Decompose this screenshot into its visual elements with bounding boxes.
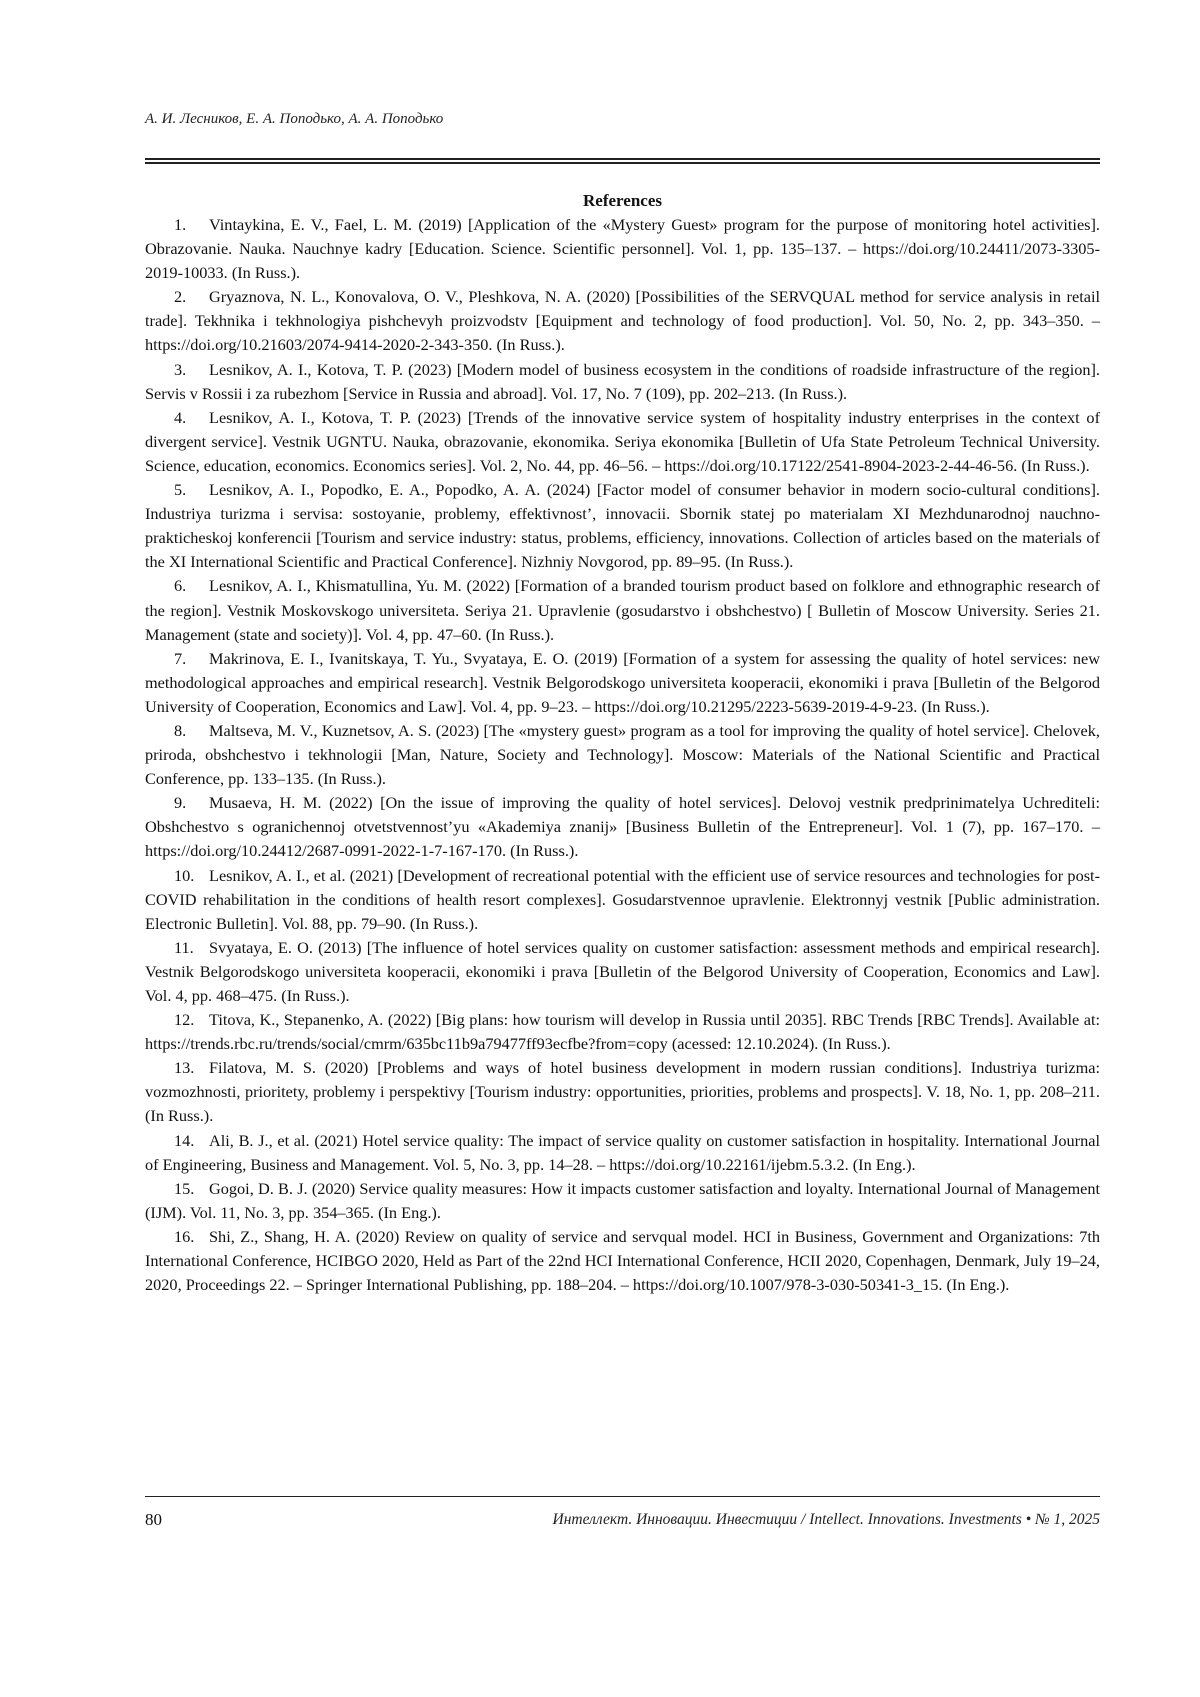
reference-item xyxy=(145,213,1100,285)
reference-text: Gogoi, D. B. J. (2020) Service quality measures: How it impacts customer satisfaction and loyalty. International Journal of Management (IJM). Vol. 11, No. 3, pp. 354–365. (In Eng.). xyxy=(145,1178,1100,1222)
reference-text: Titova, K., Stepanenko, A. (2022) [Big plans: how tourism will develop in Russia until 2035]. RBC Trends [RBC Trends]. Available at: https://trends.rbc.ru/trends/social/cmrm/635bc11b9a79477ff93ecfbe?from=copy (acessed: 12.10.2024). (In Russ.). xyxy=(145,1010,1100,1054)
reference-item xyxy=(145,406,1100,478)
reference-text: Lesnikov, A. I., Khismatullina, Yu. M. (2022) [Formation of a branded tourism product based on folklore and ethnographic research of the region]. Vestnik Moskovskogo universiteta. Seriya 21. Upravlenie (gosudarstvo i obshchestvo) [ Bulletin of Moscow University. Series 21. Management (state and society)]. Vol. 4, pp. 47–60. (In Russ.). xyxy=(145,576,1100,644)
footer-rule xyxy=(145,1496,1100,1497)
reference-item xyxy=(145,1008,1100,1056)
reference-number: 11. xyxy=(174,937,194,957)
reference-number: 9. xyxy=(174,793,187,813)
references-heading: References xyxy=(583,191,662,210)
reference-number: 16. xyxy=(174,1226,195,1246)
reference-item xyxy=(145,864,1100,936)
reference-text: Shi, Z., Shang, H. A. (2020) Review on quality of service and servqual model. HCI in Business, Government and Organizations: 7th International Conference, HCIBGO 2020, Held as Part of the 22nd HCI International Conference, HCII 2020, Copenhagen, Denmark, July 19–24, 2020, Proceedings 22. – Springer International Publishing, pp. 188–204. – https://doi.org/10.1007/978-3-030-50341-3_15. (In Eng.). xyxy=(145,1226,1100,1295)
reference-number: 15. xyxy=(174,1178,195,1198)
reference-number: 7. xyxy=(174,648,187,668)
reference-item xyxy=(145,936,1100,1008)
reference-item xyxy=(145,719,1100,791)
reference-item xyxy=(145,1225,1100,1297)
reference-text: Lesnikov, A. I., Popodko, E. A., Popodko, A. A. (2024) [Factor model of consumer behavior in modern socio-cultural conditions]. Industriya turizma i servisa: sostoyanie, problemy, effektivnost’, innovacii. Sbornik statej po materialam XI Mezhdunarodnoj nauchno-prakticheskoj konferencii [Tourism and service industry: status, problems, efficiency, innovations. Collection of articles based on the materials of the XI International Scientific and Practical Conference]. Nizhniy Novgorod, pp. 89–95. (In Russ.). xyxy=(145,480,1100,572)
reference-text: Vintaykina, E. V., Fael, L. M. (2019) [Application of the «Mystery Guest» program for the purpose of monitoring hotel activities]. Obrazovanie. Nauka. Nauchnye kadry [Education. Science. Scientific personnel]. Vol. 1, pp. 135–137. – https://doi.org/10.24411/2073-3305-2019-10033. (In Russ.). xyxy=(145,215,1100,283)
reference-item xyxy=(145,1177,1100,1225)
reference-number: 1. xyxy=(174,215,187,234)
header-double-rule xyxy=(145,158,1100,164)
reference-item xyxy=(145,358,1100,406)
reference-item xyxy=(145,1056,1100,1128)
running-head-authors: А. И. Лесников, Е. А. Поподько, А. А. Поподько xyxy=(145,111,444,127)
reference-text: Lesnikov, A. I., Kotova, T. P. (2023) [Modern model of business ecosystem in the conditions of roadside infrastructure of the region]. Servis v Rossii i za rubezhom [Service in Russia and abroad]. Vol. 17, No. 7 (109), pp. 202–213. (In Russ.). xyxy=(145,359,1100,403)
reference-item xyxy=(145,285,1100,357)
reference-number: 8. xyxy=(174,720,187,740)
reference-number: 2. xyxy=(174,287,187,307)
reference-text: Gryaznova, N. L., Konovalova, O. V., Pleshkova, N. A. (2020) [Possibilities of the SERVQUAL method for service analysis in retail trade]. Tekhnika i tekhnologiya pishchevyh proizvodstv [Equipment and technology of food production]. Vol. 50, No. 2, pp. 343–350. – https://doi.org/10.21603/2074-9414-2020-2-343-350. (In Russ.). xyxy=(145,287,1100,355)
reference-text: Makrinova, E. I., Ivanitskaya, T. Yu., Svyataya, E. O. (2019) [Formation of a system for assessing the quality of hotel services: new methodological approaches and empirical research]. Vestnik Belgorodskogo universiteta kooperacii, ekonomiki i prava [Bulletin of the Belgorod University of Cooperation, Economics and Law]. Vol. 4, pp. 9–23. – https://doi.org/10.21295/2223-5639-2019-4-9-23. (In Russ.). xyxy=(145,648,1100,716)
reference-item xyxy=(145,478,1100,574)
reference-number: 5. xyxy=(174,480,187,500)
reference-number: 14. xyxy=(174,1130,195,1150)
reference-item xyxy=(145,791,1100,863)
reference-text: Svyataya, E. O. (2013) [The influence of hotel services quality on customer satisfaction: assessment methods and empirical research]. Vestnik Belgorodskogo universiteta kooperacii, ekonomiki i prava [Bulletin of the Belgorod University of Cooperation, Economics and Law]. Vol. 4, pp. 468–475. (In Russ.). xyxy=(145,937,1100,1005)
reference-text: Lesnikov, A. I., et al. (2021) [Development of recreational potential with the efficient use of service resources and technologies for post-COVID rehabilitation in the conditions of health resort complexes]. Gosudarstvennoe upravlenie. Elektronnyj vestnik [Public administration. Electronic Bulletin]. Vol. 88, pp. 79–90. (In Russ.). xyxy=(145,865,1100,933)
reference-text: Ali, B. J., et al. (2021) Hotel service quality: The impact of service quality on customer satisfaction in hospitality. International Journal of Engineering, Business and Management. Vol. 5, No. 3, pp. 14–28. – https://doi.org/10.22161/ijebm.5.3.2. (In Eng.). xyxy=(145,1130,1100,1174)
reference-text: Lesnikov, A. I., Kotova, T. P. (2023) [Trends of the innovative service system of hospitality industry enterprises in the context of divergent service]. Vestnik UGNTU. Nauka, obrazovanie, ekonomika. Seriya ekonomika [Bulletin of Ufa State Petroleum Technical University. Science, education, economics. Economics series]. Vol. 2, No. 44, pp. 46–56. – https://doi.org/10.17122/2541-8904-2023-2-44-46-56. (In Russ.). xyxy=(145,407,1100,475)
reference-number: 4. xyxy=(174,407,187,427)
reference-text: Musaeva, H. M. (2022) [On the issue of improving the quality of hotel services]. Delovoj vestnik predprinimatelya Uchrediteli: Obshchestvo s ogranichennoj otvetstvennost’yu «Akademiya znanij» [Business Bulletin of the Entrepreneur]. Vol. 1 (7), pp. 167–170. – https://doi.org/10.24412/2687-0991-2022-1-7-167-170. (In Russ.). xyxy=(145,793,1100,861)
references-list xyxy=(145,213,1100,1297)
page-number: 80 xyxy=(145,1510,162,1529)
reference-item xyxy=(145,574,1100,646)
reference-number: 10. xyxy=(174,865,195,885)
reference-text: Maltseva, M. V., Kuznetsov, A. S. (2023) [The «mystery guest» program as a tool for improving the quality of hotel service]. Chelovek, priroda, obshchestvo i tekhnologii [Man, Nature, Society and Technology]. Moscow: Materials of the National Scientific and Practical Conference, pp. 133–135. (In Russ.). xyxy=(145,720,1100,789)
reference-number: 12. xyxy=(174,1010,195,1030)
journal-footer: Интеллект. Инновации. Инвестиции / Intellect. Innovations. Investments • № 1, 2025 xyxy=(552,1511,1100,1528)
reference-number: 6. xyxy=(174,576,187,596)
reference-item xyxy=(145,1129,1100,1177)
reference-text: Filatova, M. S. (2020) [Problems and ways of hotel business development in modern russian conditions]. Industriya turizma: vozmozhnosti, prioritety, problemy i perspektivy [Tourism industry: opportunities, priorities, problems and prospects]. V. 18, No. 1, pp. 208–211. (In Russ.). xyxy=(145,1058,1100,1126)
reference-item xyxy=(145,647,1100,719)
reference-number: 13. xyxy=(174,1058,195,1078)
reference-number: 3. xyxy=(174,359,187,379)
